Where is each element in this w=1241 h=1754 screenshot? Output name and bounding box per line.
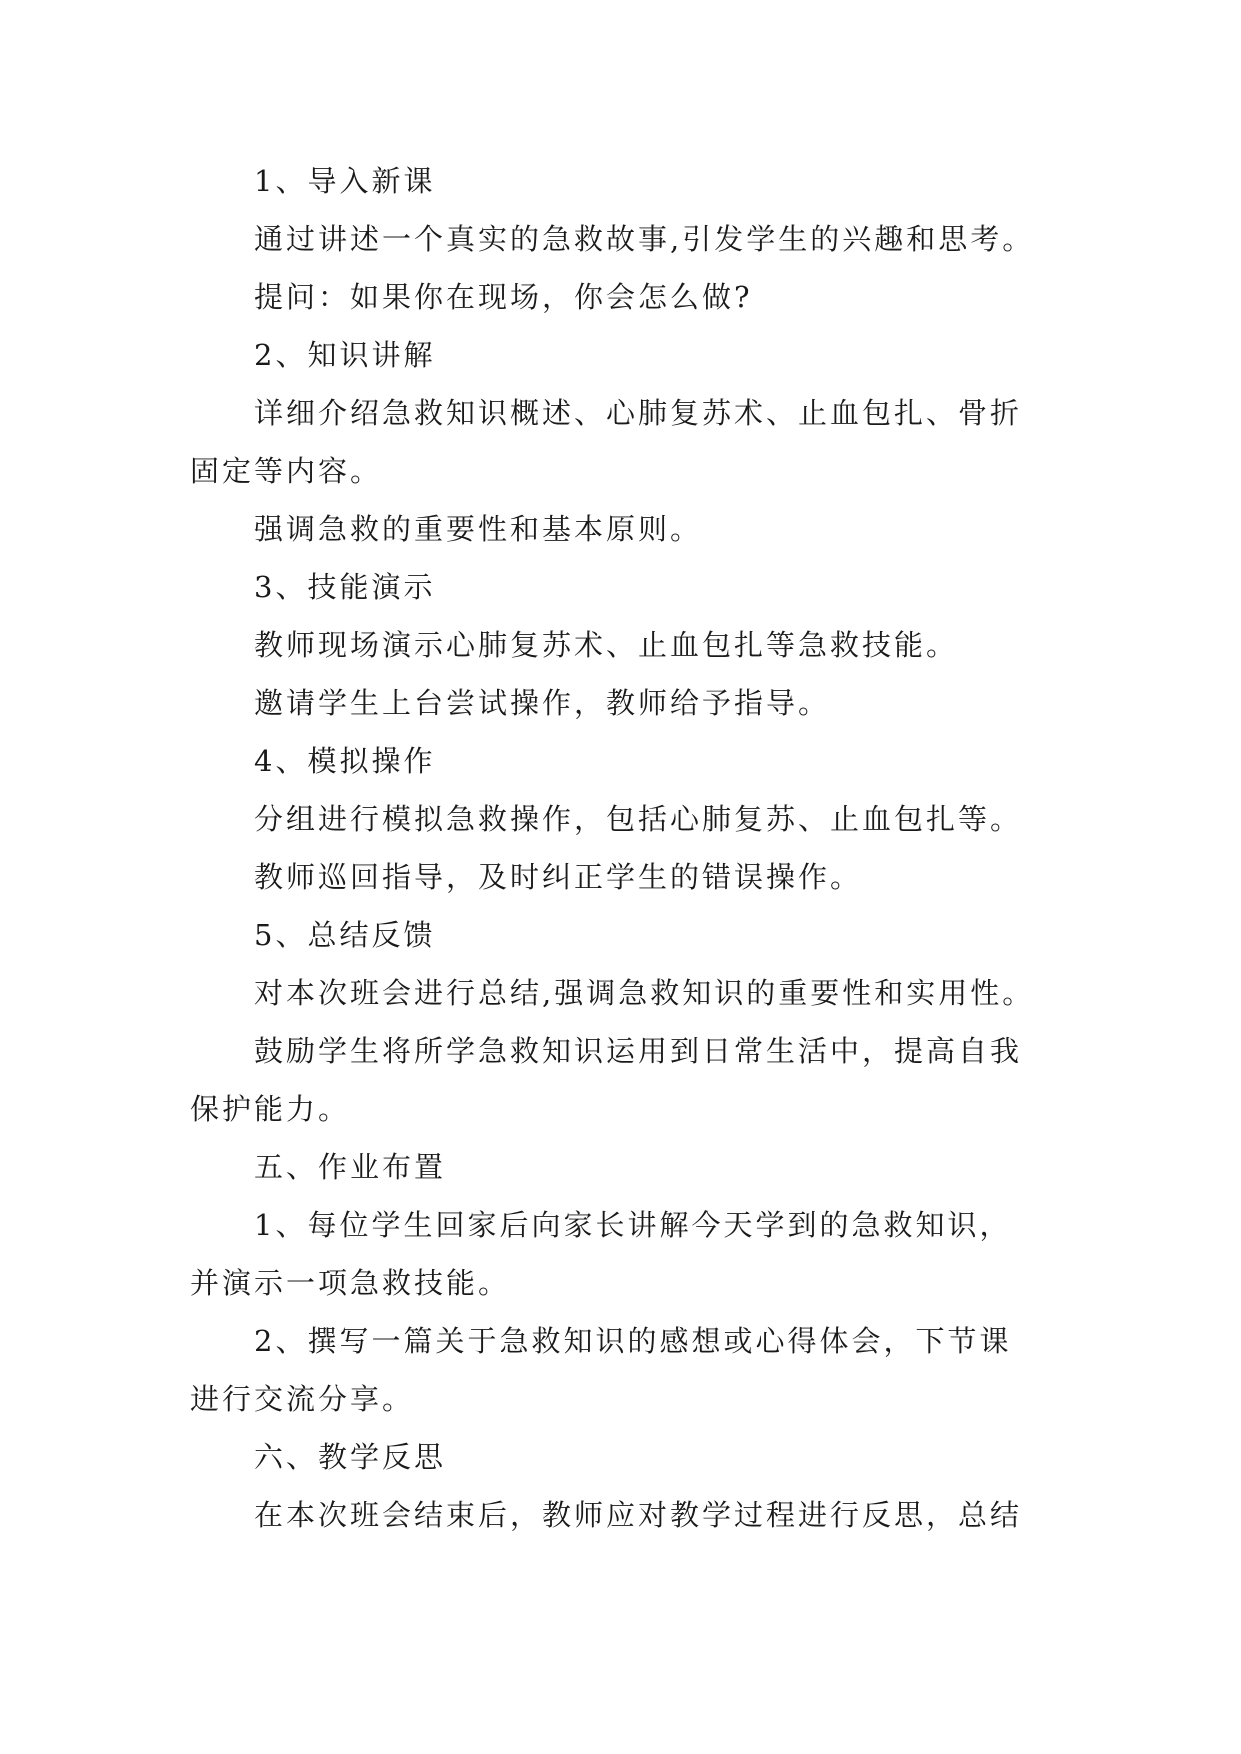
paragraph-line: 强调急救的重要性和基本原则。 xyxy=(254,512,703,546)
heading-intro-new-lesson: 1、导入新课 xyxy=(254,164,436,198)
paragraph-line: 教师现场演示心肺复苏术、止血包扎等急救技能。 xyxy=(254,628,959,662)
paragraph-line: 对本次班会进行总结,强调急救知识的重要性和实用性。 xyxy=(254,976,1035,1010)
heading-skill-demo: 3、技能演示 xyxy=(254,570,436,604)
paragraph-line: 通过讲述一个真实的急救故事,引发学生的兴趣和思考。 xyxy=(254,222,1035,256)
paragraph-line: 在本次班会结束后，教师应对教学过程进行反思，总结 xyxy=(254,1498,1023,1532)
paragraph-line: 并演示一项急救技能。 xyxy=(190,1266,511,1300)
paragraph-line: 教师巡回指导，及时纠正学生的错误操作。 xyxy=(254,860,863,894)
paragraph-line: 分组进行模拟急救操作，包括心肺复苏、止血包扎等。 xyxy=(254,802,1023,836)
heading-simulation: 4、模拟操作 xyxy=(254,744,436,778)
paragraph-line: 提问：如果你在现场，你会怎么做? xyxy=(254,280,753,314)
heading-knowledge-explanation: 2、知识讲解 xyxy=(254,338,436,372)
paragraph-line: 2、撰写一篇关于急救知识的感想或心得体会，下节课 xyxy=(254,1324,1012,1358)
paragraph-line: 邀请学生上台尝试操作，教师给予指导。 xyxy=(254,686,831,720)
paragraph-line: 保护能力。 xyxy=(190,1092,351,1126)
paragraph-line: 鼓励学生将所学急救知识运用到日常生活中，提高自我 xyxy=(254,1034,1023,1068)
paragraph-line: 详细介绍急救知识概述、心肺复苏术、止血包扎、骨折 xyxy=(254,396,1023,430)
paragraph-line: 固定等内容。 xyxy=(190,454,383,488)
document-body xyxy=(190,152,1070,1544)
heading-homework: 五、作业布置 xyxy=(254,1150,447,1184)
heading-summary-feedback: 5、总结反馈 xyxy=(254,918,436,952)
paragraph-line: 1、每位学生回家后向家长讲解今天学到的急救知识， xyxy=(254,1208,1012,1242)
heading-teaching-reflection: 六、教学反思 xyxy=(254,1440,447,1474)
paragraph-line: 进行交流分享。 xyxy=(190,1382,415,1416)
